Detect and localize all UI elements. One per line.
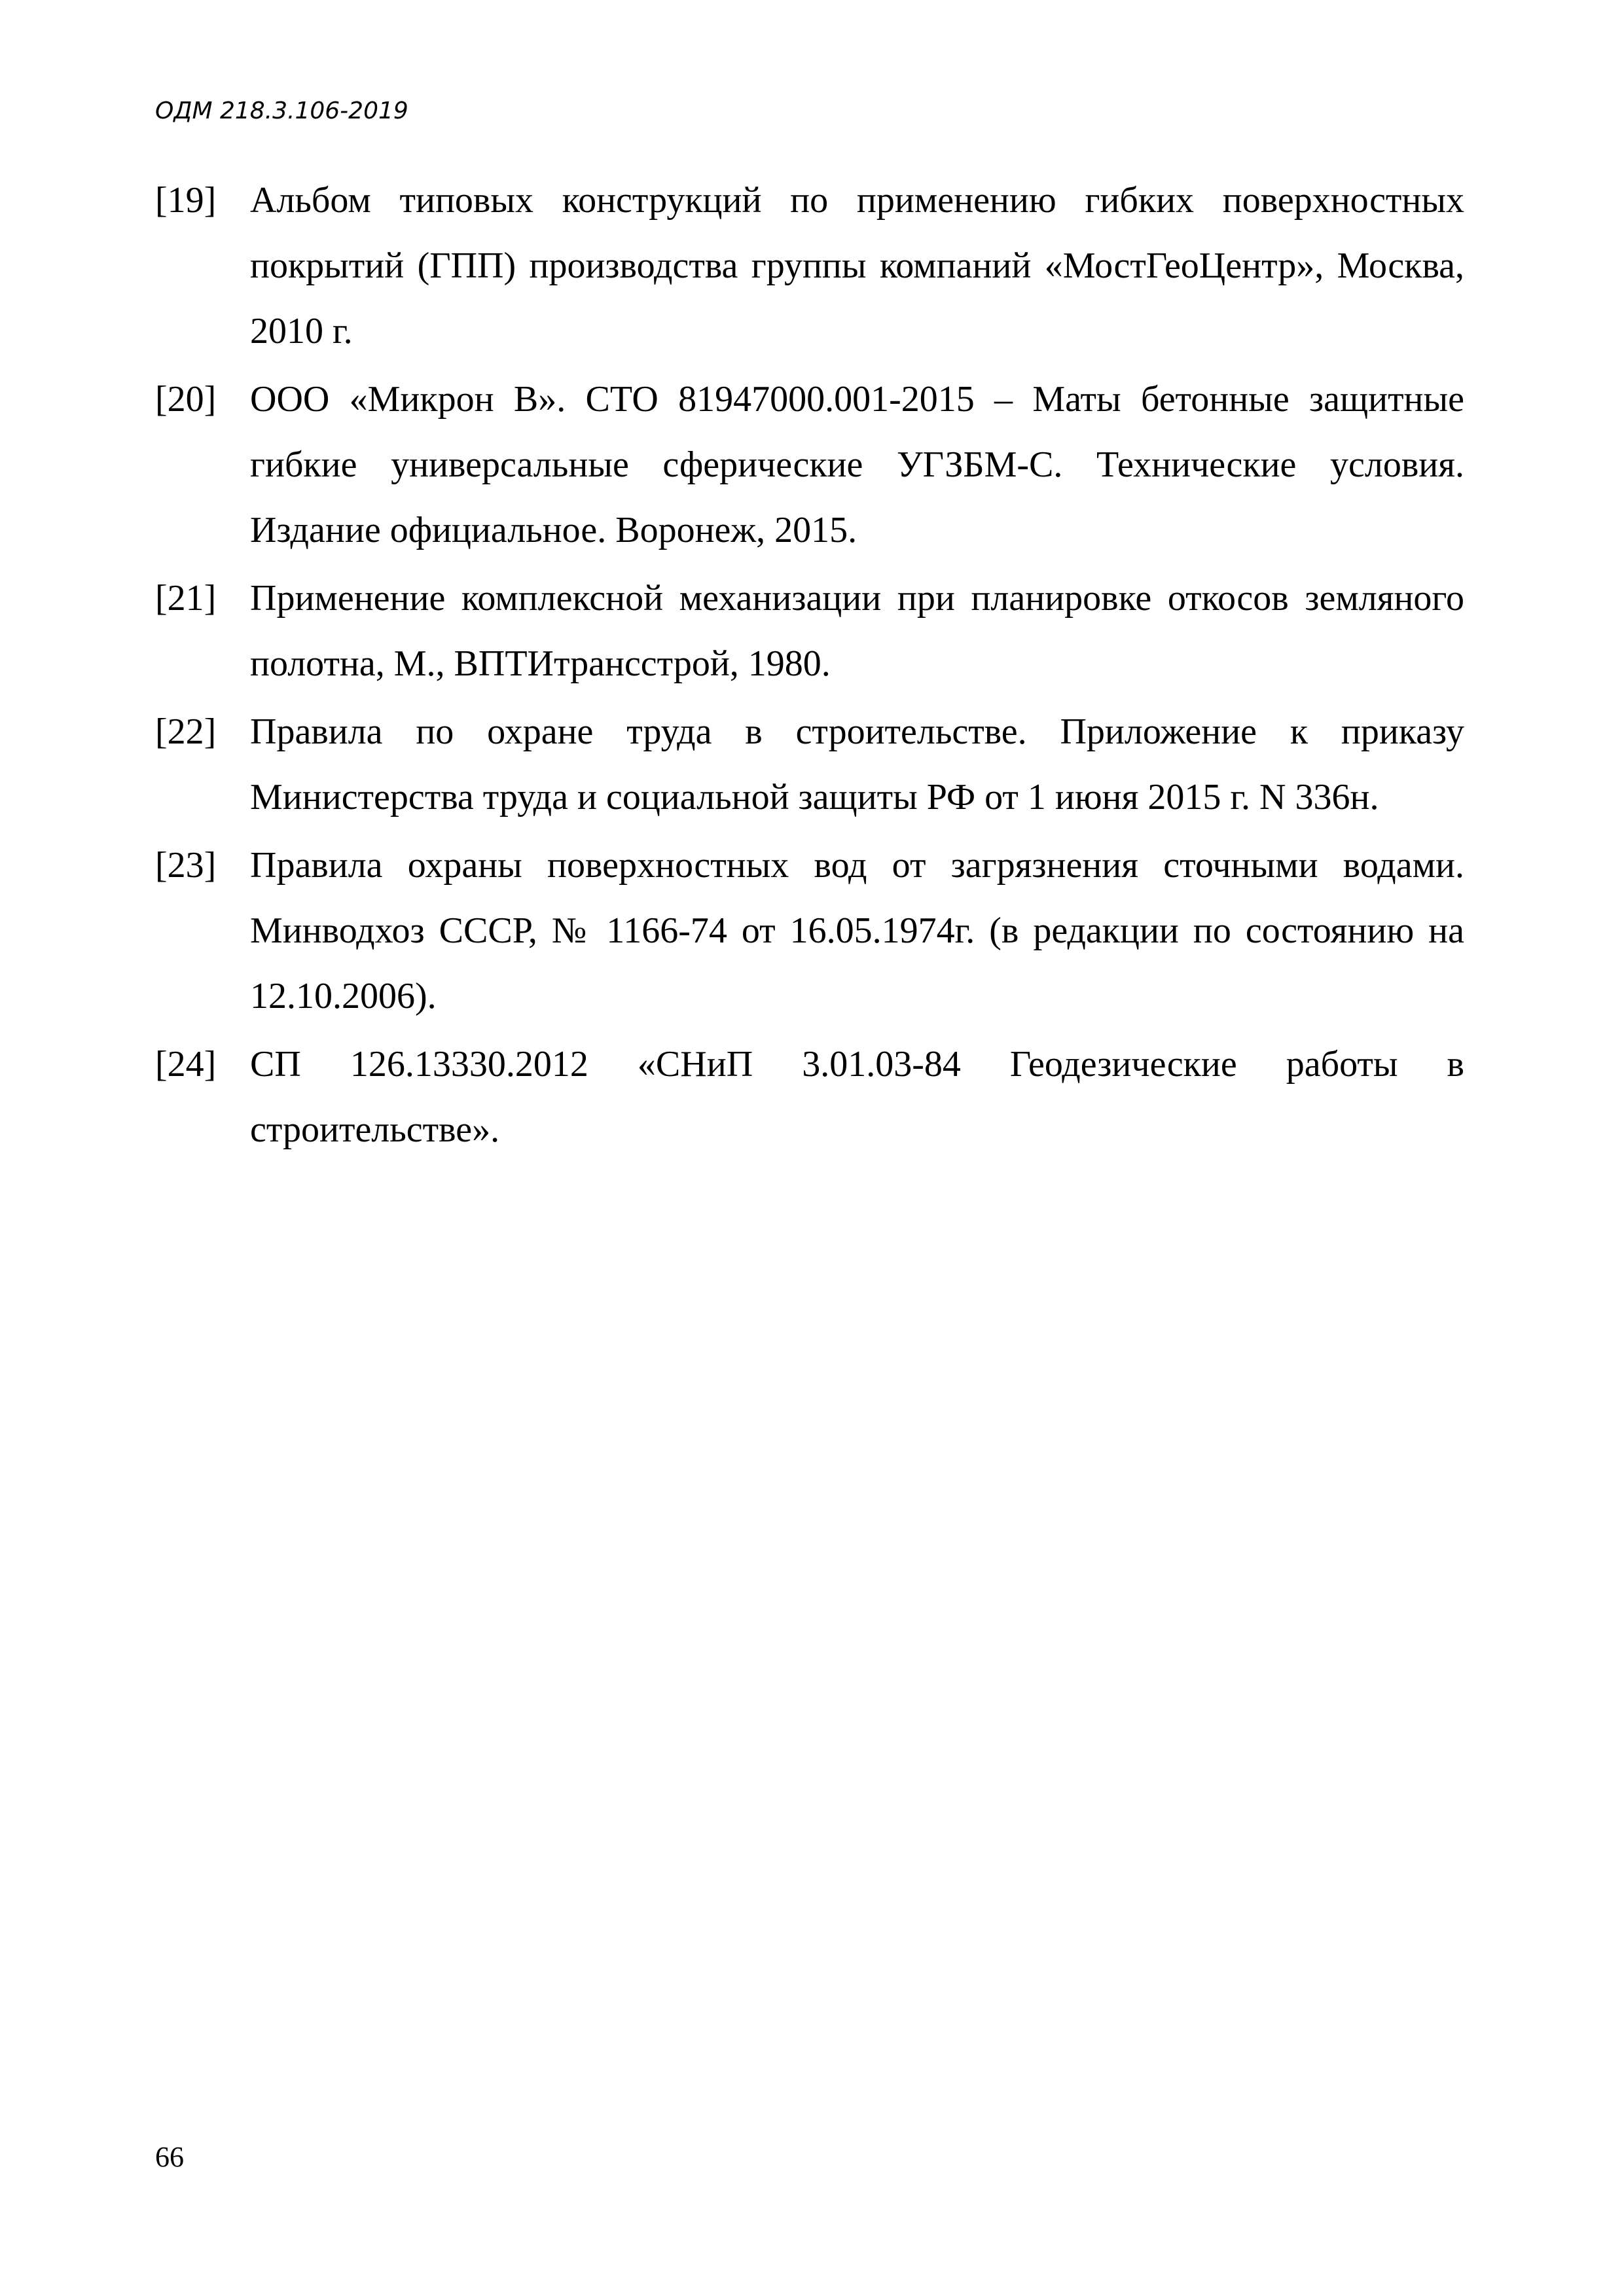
reference-number: [23] xyxy=(155,845,217,886)
page-number: 66 xyxy=(155,2141,184,2173)
reference-item xyxy=(155,565,1464,696)
reference-number: [21] xyxy=(155,578,217,619)
reference-text: Применение комплексной механизации при планировке откосов земляного полотна, М., ВПТИтрансстрой, 1980. xyxy=(250,578,1464,684)
reference-text: Альбом типовых конструкций по применению гибких поверхностных покрытий (ГПП) производства группы компаний «МостГеоЦентр», Москва, 2010 г. xyxy=(250,180,1464,351)
reference-text: СП 126.13330.2012 «СНиП 3.01.03-84 Геодезические работы в строительстве». xyxy=(250,1044,1464,1150)
reference-number: [19] xyxy=(155,180,217,221)
reference-text: ООО «Микрон В». СТО 81947000.001-2015 – Маты бетонные защитные гибкие универсальные сферические УГЗБМ-С. Технические условия. Издание официальное. Воронеж, 2015. xyxy=(250,379,1464,550)
reference-text: Правила по охране труда в строительстве. Приложение к приказу Министерства труда и социальной защиты РФ от 1 июня 2015 г. N 336н. xyxy=(250,711,1464,817)
reference-item xyxy=(155,1031,1464,1162)
document-code-header: ОДМ 218.3.106-2019 xyxy=(155,98,408,124)
reference-item xyxy=(155,833,1464,1029)
reference-text: Правила охраны поверхностных вод от загрязнения сточными водами. Минводхоз СССР, № 1166-74 от 16.05.1974г. (в редакции по состоянию на 12.10.2006). xyxy=(250,845,1464,1016)
references-list xyxy=(155,168,1464,1165)
reference-number: [22] xyxy=(155,711,217,752)
reference-number: [24] xyxy=(155,1044,217,1085)
reference-item xyxy=(155,367,1464,563)
reference-item xyxy=(155,699,1464,830)
reference-item xyxy=(155,168,1464,364)
reference-number: [20] xyxy=(155,379,217,420)
